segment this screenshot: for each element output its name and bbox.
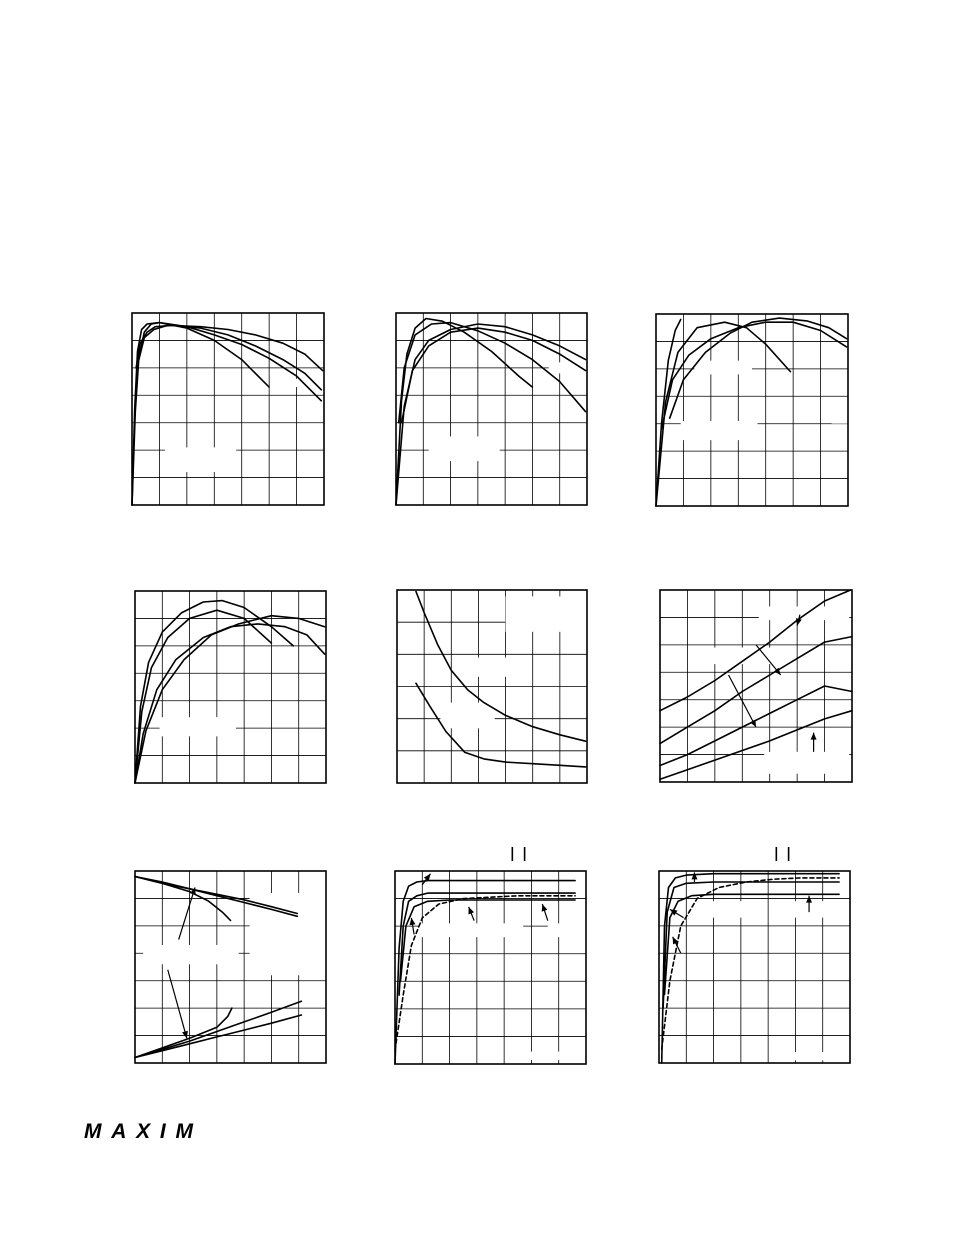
plot-frame: [659, 871, 850, 1063]
chart-9: [659, 871, 850, 1063]
annotation-arrowhead: [182, 1031, 188, 1039]
label-area: [459, 658, 511, 677]
chart-4: [135, 591, 326, 783]
chart-6: [660, 590, 852, 782]
label-area: [681, 421, 758, 440]
chart-2: [396, 313, 587, 505]
chart-7: [135, 871, 326, 1063]
logo-text: MAXIM: [84, 1120, 194, 1141]
maxim-logo: [84, 1119, 196, 1141]
series-line-1: [656, 320, 681, 507]
label-area: [429, 436, 500, 461]
series-line-4: [402, 328, 586, 423]
series-line-3: [401, 900, 576, 981]
label-area: [548, 923, 586, 937]
chart-5: [397, 590, 587, 783]
series-line-6: [135, 1015, 301, 1058]
label-area: [160, 717, 236, 736]
chart-1: [132, 313, 324, 505]
series-line-4: [139, 325, 323, 370]
label-area: [440, 703, 494, 729]
annotation-arrowhead: [410, 918, 416, 925]
label-area: [759, 606, 850, 620]
annotation-arrowhead: [691, 872, 697, 879]
label-area: [143, 945, 239, 964]
plot-frame: [396, 313, 587, 505]
annotation-arrow: [179, 887, 195, 939]
label-area: [832, 405, 848, 424]
label-area: [250, 893, 326, 975]
gridlines: [132, 313, 324, 505]
chart-3: [656, 314, 848, 506]
label-area: [165, 447, 236, 472]
label-area: [510, 1052, 578, 1060]
label-area: [694, 901, 746, 917]
label-area: [420, 923, 524, 937]
annotation-arrowhead: [542, 904, 548, 912]
chart-8: [395, 871, 586, 1064]
series-line-4: [135, 616, 325, 783]
annotation-arrow: [168, 970, 187, 1039]
annotation-arrowhead: [806, 896, 812, 903]
label-area: [506, 596, 587, 631]
label-area: [764, 752, 849, 774]
series-line-3: [135, 624, 325, 783]
label-area: [779, 1052, 847, 1060]
series-line-2: [399, 893, 575, 995]
label-area: [694, 361, 752, 375]
series-line-2: [663, 882, 839, 1008]
plot-frame: [132, 313, 324, 505]
label-area: [782, 901, 847, 917]
annotation-arrowhead: [811, 733, 817, 740]
annotation-arrowhead: [468, 907, 474, 915]
gridlines: [396, 313, 587, 505]
gridlines: [659, 871, 850, 1063]
